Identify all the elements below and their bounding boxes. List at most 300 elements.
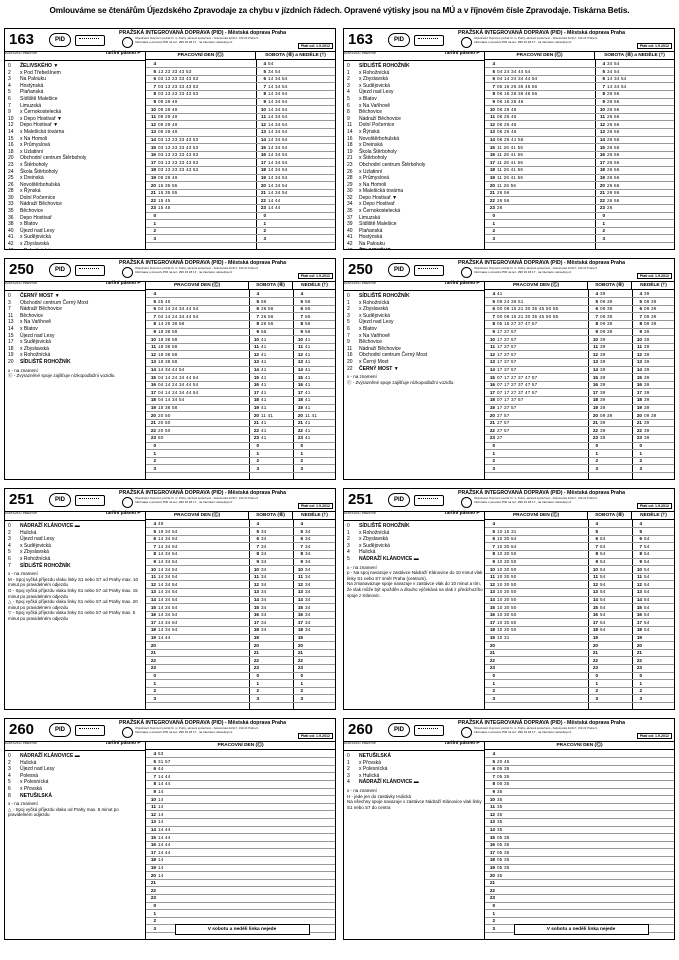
valid-from: Platí od: 1.9.2012 xyxy=(637,43,672,49)
stops-list xyxy=(8,63,144,250)
stop-item xyxy=(8,175,144,182)
stop-item xyxy=(347,122,483,129)
departure-cell xyxy=(250,588,292,595)
hour-label: 14 xyxy=(150,827,156,832)
hour-label: 20 xyxy=(253,642,259,648)
departure-cell xyxy=(257,227,335,234)
departure-cell xyxy=(596,106,674,113)
departure-cell xyxy=(633,419,675,426)
hour-label: 2 xyxy=(300,688,303,694)
stop-name: Limuzská xyxy=(359,214,381,221)
stops-notes xyxy=(347,374,483,385)
minutes: 04 14 24 34 44 54 xyxy=(158,306,199,312)
departure-cell xyxy=(147,765,335,772)
stop-item xyxy=(8,89,144,96)
departure-cell xyxy=(589,389,631,396)
hour-label: 23 xyxy=(599,205,605,211)
hour-label: 11 xyxy=(637,344,642,350)
minutes: 50 xyxy=(158,435,164,441)
stop-minute: 11 xyxy=(8,312,14,319)
hour-label: 14 xyxy=(636,367,642,372)
dpp-logo-icon xyxy=(122,497,133,508)
stop-item xyxy=(8,208,144,215)
departure-cell xyxy=(147,212,255,219)
stop-minute: 6 xyxy=(8,555,11,562)
minutes: 09 39 xyxy=(600,412,613,418)
hour-label: 20 xyxy=(297,642,303,648)
departure-cell xyxy=(147,83,255,90)
departure-cell xyxy=(250,442,292,449)
stop-name: NETUŠILSKÁ xyxy=(20,792,52,799)
departure-cell xyxy=(294,664,336,671)
valid-from: Platí od: 1.9.2012 xyxy=(298,43,333,49)
hour-label: 7 xyxy=(153,83,156,89)
minutes: 31 57 xyxy=(158,758,171,764)
stop-item xyxy=(347,366,483,373)
hour-label: 9 xyxy=(492,789,495,794)
hour-label: 21 xyxy=(489,420,495,426)
departure-cell xyxy=(486,910,674,917)
note-line: Ⓖ - Zvýrazněné spoje zajišťuje nízkopodlažní vozidlo. xyxy=(8,373,116,379)
departure-cell xyxy=(596,204,674,211)
departure-cell xyxy=(486,83,594,90)
departure-cell xyxy=(250,336,292,343)
departure-cell xyxy=(294,687,336,694)
minutes: 39 xyxy=(644,435,650,441)
stop-name: x Černokostelecká xyxy=(359,208,401,215)
departure-cell xyxy=(486,90,594,97)
stop-minute: 3 xyxy=(8,766,11,773)
hour-label: 4 xyxy=(256,521,259,526)
tariff-zone: Tarifní pásmo P xyxy=(105,511,141,516)
hour-label: 5 xyxy=(639,528,642,534)
minutes: 41 xyxy=(261,367,267,372)
minutes: 41 xyxy=(261,389,267,395)
hour-label: 10 xyxy=(599,106,605,112)
minutes: 10 15 31 xyxy=(497,528,517,534)
departure-cell xyxy=(596,68,674,75)
minutes: 34 xyxy=(261,528,267,534)
minutes: 00 09 15 21 30 35 45 50 55 xyxy=(497,313,559,319)
stop-name: Novoštěrbohulská xyxy=(359,135,400,142)
minutes: 26 56 xyxy=(497,197,510,203)
stop-name: x Rohožnícká xyxy=(359,529,390,536)
hour-label: 5 xyxy=(300,528,303,534)
stop-item xyxy=(8,333,144,340)
hour-label: 11 xyxy=(151,804,156,810)
note-line: Na zmanavazuje spoje navazuje v zastávce vlak do 10 minut a tím, že vlak může být opožděn a dlouho výčekává na vlak z předchozího spoje z Klánovic. xyxy=(347,581,483,598)
hour-label: 5 xyxy=(602,68,605,74)
hour-label: 1 xyxy=(153,680,156,686)
hour-label: 20 xyxy=(489,412,495,418)
hour-label: 7 xyxy=(300,313,303,319)
departure-cell xyxy=(486,856,674,863)
hour-label: 3 xyxy=(256,465,259,471)
note-line: M - Spoj vyčká příjezdu vlaku linky S1 nebo S7 od Prahy max. 10 minut po pravidelném odjezdu xyxy=(8,576,139,588)
departure-cell xyxy=(486,336,587,343)
minutes: 27 57 xyxy=(497,427,510,433)
departures-grid xyxy=(484,60,675,249)
minutes: 14 xyxy=(158,872,164,878)
column-header-1: SOBOTA (⑥) xyxy=(587,511,631,520)
hour-label: 2 xyxy=(153,458,156,464)
hour-label: 15 xyxy=(599,144,605,150)
departure-cell xyxy=(486,351,587,358)
departure-cell xyxy=(633,657,675,664)
stop-minute: 42 xyxy=(347,241,353,248)
minutes: 34 xyxy=(261,589,267,595)
column-header-1: SOBOTA (⑥) xyxy=(587,281,631,290)
timetable-panel-251-b xyxy=(343,488,675,710)
minutes: 14 xyxy=(158,865,164,870)
departure-cell xyxy=(147,412,248,419)
departure-cell xyxy=(257,75,335,82)
stop-minute: 1 xyxy=(347,529,350,536)
minutes: 07 17 37 57 xyxy=(497,397,524,403)
hour-label: 19 xyxy=(636,635,642,640)
departure-cell xyxy=(294,626,336,633)
hour-label: 7 xyxy=(153,313,156,319)
departure-cell xyxy=(589,626,631,633)
stop-minute: 29 xyxy=(347,181,353,188)
line-number: 250 xyxy=(348,261,374,278)
stop-item xyxy=(8,221,144,228)
hour-label: 1 xyxy=(256,450,259,456)
minutes: 54 xyxy=(644,581,650,587)
stops-list xyxy=(8,523,144,622)
departure-cell xyxy=(294,558,336,565)
stop-name: Běchovice xyxy=(20,312,44,319)
stop-item xyxy=(347,760,483,767)
departure-cell xyxy=(250,381,292,388)
stop-name: x Malešická továrna xyxy=(359,188,404,195)
hour-label: 13 xyxy=(599,129,605,135)
minutes: 06 26 41 56 xyxy=(497,137,524,142)
stop-name: x Na Vaňhově xyxy=(359,332,391,339)
minutes: 35 xyxy=(497,789,503,794)
departure-cell xyxy=(147,528,248,535)
departure-cell xyxy=(596,182,674,189)
minutes: 27 57 xyxy=(497,420,510,426)
hour-label: 3 xyxy=(595,465,598,471)
operator-name: PRAŽSKÁ INTEGROVANÁ DOPRAVA (PID) - Městská doprava Praha xyxy=(458,720,625,726)
stop-minute: 37 xyxy=(347,214,353,221)
hour-label: 12 xyxy=(636,351,642,357)
hour-label: 17 xyxy=(636,389,642,395)
stop-item xyxy=(8,195,144,202)
departure-cell xyxy=(147,68,255,75)
hour-label: 11 xyxy=(254,344,259,350)
panel-header xyxy=(344,29,674,52)
stop-item xyxy=(347,208,483,215)
hour-label: 16 xyxy=(592,382,598,388)
hour-label: 3 xyxy=(300,695,303,701)
departure-cell xyxy=(633,543,675,550)
stop-item xyxy=(8,306,144,313)
operator-name: PRAŽSKÁ INTEGROVANÁ DOPRAVA (PID) - Městská doprava Praha xyxy=(119,720,286,726)
stop-minute: 4 xyxy=(347,549,350,556)
minutes: 14 34 54 xyxy=(158,559,178,564)
note-line: x - na znamení xyxy=(347,564,377,570)
minutes: 41 xyxy=(305,405,311,410)
minutes: 49 xyxy=(158,521,164,526)
departure-cell xyxy=(486,106,594,113)
hour-label: 14 xyxy=(592,367,598,372)
hour-label: 13 xyxy=(297,359,303,365)
stop-minute: 18 xyxy=(8,345,14,352)
hour-label: 12 xyxy=(150,581,156,587)
departure-cell xyxy=(596,136,674,143)
hour-label: 6 xyxy=(492,766,495,772)
departure-cell xyxy=(294,581,336,588)
hour-label: 2 xyxy=(300,458,303,464)
departure-cell xyxy=(633,396,675,403)
departure-cell xyxy=(147,902,335,909)
departure-cell xyxy=(486,159,594,166)
minutes: 54 xyxy=(644,627,650,633)
stop-name: x Řýnská xyxy=(359,128,380,135)
line-number: 260 xyxy=(348,721,374,738)
operator-name: PRAŽSKÁ INTEGROVANÁ DOPRAVA (PID) - Městská doprava Praha xyxy=(119,30,286,36)
minutes: 09 39 xyxy=(644,321,657,327)
operator-phone: Informace o provozu PID na tel.: 296 19 18 17 , na internetu: www.dpp.cz xyxy=(135,730,233,734)
stop-minute: 41 xyxy=(8,234,14,241)
stop-name: Újezd nad Lesy xyxy=(20,332,55,339)
departure-cell xyxy=(486,358,587,365)
hour-label: 0 xyxy=(153,213,156,218)
hour-label: 19 xyxy=(253,405,259,410)
stop-name: Hulická xyxy=(20,759,37,766)
stop-minute: 0 xyxy=(347,523,350,529)
departure-cell xyxy=(633,305,675,312)
hour-label: 7 xyxy=(153,773,156,779)
hour-label: 18 xyxy=(150,397,156,403)
hour-label: 3 xyxy=(153,695,156,701)
hour-label: 16 xyxy=(489,612,495,618)
hour-label: 17 xyxy=(489,619,495,625)
minutes: 18 38 58 xyxy=(158,405,178,410)
departure-cell xyxy=(633,450,675,457)
departure-cell xyxy=(486,113,594,120)
departure-cell xyxy=(633,619,675,626)
stop-name: x Hulická xyxy=(359,772,380,779)
hour-label: 15 xyxy=(297,374,303,380)
hour-label: 14 xyxy=(489,367,495,372)
timetable-panel-260-b xyxy=(343,718,675,940)
departure-cell xyxy=(589,543,631,550)
minutes: 35 xyxy=(497,872,503,878)
stop-minute: 19 xyxy=(347,148,353,155)
minutes: 09 39 xyxy=(600,298,613,304)
minutes: 06 16 26 36 46 56 xyxy=(497,91,538,97)
departure-cell xyxy=(486,328,587,335)
hour-label: 9 xyxy=(300,559,303,564)
stop-item xyxy=(347,549,483,556)
hour-label: 2 xyxy=(595,688,598,694)
stops-notes xyxy=(347,565,483,599)
hour-label: 5 xyxy=(256,298,259,304)
hour-label: 1 xyxy=(639,450,642,456)
departure-cell xyxy=(589,434,631,441)
minutes: 14 34 54 xyxy=(158,551,178,557)
minutes: 05 35 xyxy=(497,849,510,855)
stop-item xyxy=(347,319,483,326)
hour-label: 7 xyxy=(256,313,259,319)
hour-label: 20 xyxy=(592,412,598,418)
departure-cell xyxy=(147,351,248,358)
minutes: 14 44 xyxy=(158,773,171,779)
hour-label: 15 xyxy=(260,144,266,150)
hour-label: 19 xyxy=(150,405,156,410)
departure-cell xyxy=(147,427,248,434)
hour-label: 18 xyxy=(599,167,605,173)
departure-cell xyxy=(250,305,292,312)
timetable-panel-163-a xyxy=(4,28,336,250)
minutes: 14 34 54 xyxy=(268,76,288,82)
stop-minute: 3 xyxy=(8,536,11,543)
stop-item xyxy=(8,563,144,570)
stop-name: Polesná xyxy=(20,772,39,779)
minutes: 06 26 46 xyxy=(497,114,517,120)
stop-minute: 26 xyxy=(347,168,353,175)
hour-label: 17 xyxy=(297,389,303,395)
departure-cell xyxy=(147,404,248,411)
departure-cell xyxy=(147,872,335,879)
hour-label: 9 xyxy=(153,559,156,564)
minutes: 39 xyxy=(644,329,650,334)
hour-label: 7 xyxy=(256,543,259,549)
stop-minute: 42 xyxy=(8,241,14,248)
operator-phone: Informace o provozu PID na tel.: 296 19 18 17 , na internetu: www.dpp.cz xyxy=(474,270,572,274)
hour-label: 8 xyxy=(492,321,495,327)
hour-label: 2 xyxy=(595,458,598,464)
minutes: 03 13 23 33 43 53 xyxy=(158,83,199,89)
hour-label: 15 xyxy=(150,604,156,610)
stop-minute: 18 xyxy=(8,148,14,155)
hour-label: 21 xyxy=(150,880,156,886)
departure-cell xyxy=(589,358,631,365)
minutes: 06 26 46 xyxy=(497,121,517,127)
pid-logo: PID xyxy=(49,493,71,507)
departure-cell xyxy=(596,121,674,128)
stop-name: Obchodní centrum Černý Most xyxy=(20,299,89,306)
stop-minute: 10 xyxy=(8,115,14,122)
minutes: 26 xyxy=(497,205,503,211)
operator-address: Objednatel: Dopravní podnik hl. m. Prahy, akciová společnost - Sokolovská 42/217, 190 22 Praha 9 xyxy=(474,496,597,500)
hour-label: 20 xyxy=(253,412,259,418)
departure-cell xyxy=(633,351,675,358)
minutes: 26 56 xyxy=(607,137,620,142)
stop-minute: 9 xyxy=(8,109,11,116)
hour-label: 14 xyxy=(599,137,605,142)
hour-label: 6 xyxy=(256,306,259,312)
stop-name: x Dreinská xyxy=(20,175,44,182)
hour-label: 0 xyxy=(639,443,642,448)
hour-label: 3 xyxy=(492,925,495,931)
departure-cell xyxy=(633,366,675,373)
hour-label: 0 xyxy=(153,903,156,908)
hour-label: 17 xyxy=(150,159,156,165)
minutes: 39 xyxy=(644,359,650,365)
departure-cell xyxy=(294,619,336,626)
stop-item xyxy=(8,155,144,162)
hour-label: 22 xyxy=(260,197,266,203)
hour-label: 12 xyxy=(150,811,156,817)
minutes: 17 37 57 xyxy=(497,405,517,410)
hour-label: 19 xyxy=(260,175,266,180)
hour-label: 11 xyxy=(600,114,605,120)
departure-cell xyxy=(147,204,255,211)
dpp-logo-icon xyxy=(461,267,472,278)
departure-cell xyxy=(486,381,587,388)
hour-label: 15 xyxy=(253,374,259,380)
departure-cell xyxy=(589,672,631,679)
departure-cell xyxy=(589,305,631,312)
departure-cell xyxy=(596,212,674,219)
timetable-panel-260-a xyxy=(4,718,336,940)
departure-cell xyxy=(294,419,336,426)
stop-minute: 16 xyxy=(347,352,353,359)
stop-minute: 3 xyxy=(8,76,11,83)
departure-cell xyxy=(589,680,631,687)
column-header-0: PRACOVNÍ DEN (Ⓒ) xyxy=(145,741,335,750)
hour-label: 7 xyxy=(492,313,495,319)
hour-label: 18 xyxy=(150,627,156,633)
stops-header-label: ZASTÁVKA / PŘESTUP xyxy=(5,51,38,55)
stop-minute: 13 xyxy=(8,319,14,326)
departure-cell xyxy=(589,520,631,527)
line-number: 260 xyxy=(9,721,35,738)
minutes: 18 38 58 xyxy=(158,336,178,342)
departure-cell xyxy=(486,227,594,234)
stop-name: Běchovice xyxy=(20,208,44,215)
minutes: 39 xyxy=(600,435,606,441)
minutes: 20 50 xyxy=(158,412,171,418)
minutes: 35 xyxy=(497,819,503,825)
hour-label: 10 xyxy=(150,106,156,112)
stop-minute: 2 xyxy=(8,69,11,76)
departure-cell xyxy=(147,657,248,664)
stop-minute: 3 xyxy=(8,299,11,306)
departure-cell xyxy=(147,535,248,542)
minutes: 26 xyxy=(607,205,613,211)
departure-cell xyxy=(486,235,594,242)
hour-label: 6 xyxy=(595,536,598,542)
hour-label: 23 xyxy=(636,665,642,671)
hour-label: 4 xyxy=(639,291,642,296)
minutes: 04 24 34 44 54 xyxy=(497,68,531,74)
stop-item xyxy=(347,359,483,366)
hour-label: 20 xyxy=(150,182,156,188)
departure-cell xyxy=(257,159,335,166)
hour-label: 18 xyxy=(489,397,495,403)
stop-item xyxy=(347,536,483,543)
departure-cell xyxy=(147,619,248,626)
column-header-0: PRACOVNÍ DEN (Ⓒ) xyxy=(484,51,594,60)
minutes: 34 xyxy=(261,612,267,618)
stop-item xyxy=(8,188,144,195)
panel-header xyxy=(5,719,335,742)
hour-label: 22 xyxy=(297,427,303,433)
stop-minute: 19 xyxy=(8,352,14,359)
hour-label: 11 xyxy=(254,574,259,580)
departure-cell xyxy=(633,535,675,542)
stop-item xyxy=(347,221,483,228)
hour-label: 19 xyxy=(489,175,495,180)
departure-cell xyxy=(257,113,335,120)
minutes: 05 16 26 36 46 56 xyxy=(497,83,538,89)
hour-label: 22 xyxy=(592,427,598,433)
